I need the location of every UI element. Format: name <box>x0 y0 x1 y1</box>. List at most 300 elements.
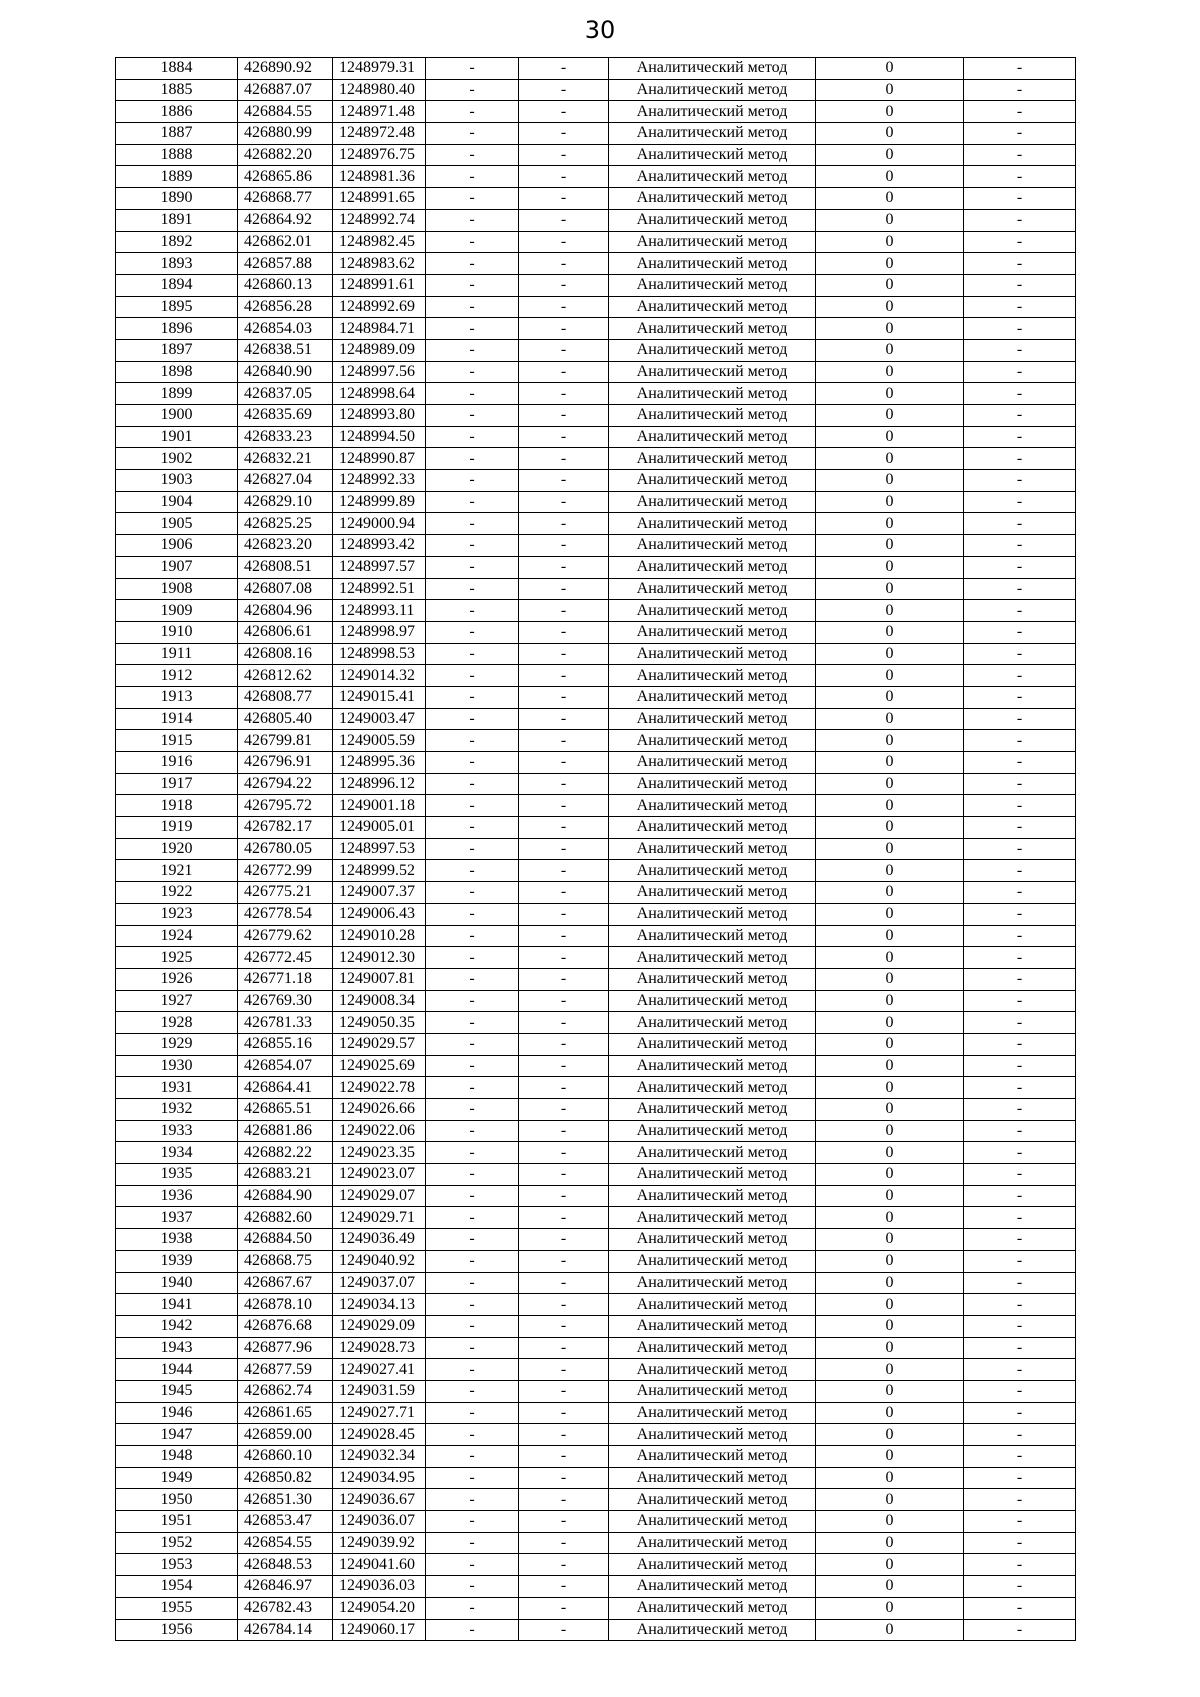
y-coordinate-cell: 1249036.07 <box>333 1511 426 1533</box>
method-cell: Аналитический метод <box>609 1315 816 1337</box>
dash-cell: - <box>519 730 609 752</box>
method-cell: Аналитический метод <box>609 123 816 145</box>
table-row <box>116 903 1076 925</box>
x-coordinate-cell: 426865.86 <box>238 166 333 188</box>
table-row <box>116 600 1076 622</box>
value-cell: 0 <box>816 123 964 145</box>
point-number-cell: 1887 <box>116 123 238 145</box>
dash-cell: - <box>426 1250 519 1272</box>
dash-cell: - <box>519 1055 609 1077</box>
y-coordinate-cell: 1249023.07 <box>333 1164 426 1186</box>
method-cell: Аналитический метод <box>609 578 816 600</box>
value-cell: 0 <box>816 1012 964 1034</box>
method-cell: Аналитический метод <box>609 1511 816 1533</box>
point-number-cell: 1911 <box>116 643 238 665</box>
dash-cell: - <box>964 426 1076 448</box>
dash-cell: - <box>426 925 519 947</box>
x-coordinate-cell: 426779.62 <box>238 925 333 947</box>
dash-cell: - <box>519 708 609 730</box>
point-number-cell: 1891 <box>116 209 238 231</box>
x-coordinate-cell: 426850.82 <box>238 1467 333 1489</box>
value-cell: 0 <box>816 1099 964 1121</box>
table-row <box>116 795 1076 817</box>
dash-cell: - <box>426 1142 519 1164</box>
dash-cell: - <box>964 231 1076 253</box>
y-coordinate-cell: 1249005.01 <box>333 817 426 839</box>
dash-cell: - <box>519 556 609 578</box>
method-cell: Аналитический метод <box>609 752 816 774</box>
y-coordinate-cell: 1248997.57 <box>333 556 426 578</box>
value-cell: 0 <box>816 817 964 839</box>
method-cell: Аналитический метод <box>609 1033 816 1055</box>
dash-cell: - <box>426 231 519 253</box>
dash-cell: - <box>964 535 1076 557</box>
dash-cell: - <box>519 188 609 210</box>
method-cell: Аналитический метод <box>609 556 816 578</box>
method-cell: Аналитический метод <box>609 318 816 340</box>
method-cell: Аналитический метод <box>609 925 816 947</box>
dash-cell: - <box>519 968 609 990</box>
y-coordinate-cell: 1249027.71 <box>333 1402 426 1424</box>
x-coordinate-cell: 426884.90 <box>238 1185 333 1207</box>
dash-cell: - <box>964 1099 1076 1121</box>
dash-cell: - <box>519 1315 609 1337</box>
dash-cell: - <box>426 1164 519 1186</box>
table-row <box>116 1619 1076 1641</box>
dash-cell: - <box>964 1207 1076 1229</box>
x-coordinate-cell: 426799.81 <box>238 730 333 752</box>
dash-cell: - <box>519 1337 609 1359</box>
value-cell: 0 <box>816 426 964 448</box>
table-row <box>116 1576 1076 1598</box>
dash-cell: - <box>426 752 519 774</box>
table-row <box>116 1272 1076 1294</box>
point-number-cell: 1915 <box>116 730 238 752</box>
x-coordinate-cell: 426825.25 <box>238 513 333 535</box>
method-cell: Аналитический метод <box>609 470 816 492</box>
dash-cell: - <box>519 903 609 925</box>
x-coordinate-cell: 426832.21 <box>238 448 333 470</box>
y-coordinate-cell: 1248971.48 <box>333 101 426 123</box>
table-row <box>116 621 1076 643</box>
point-number-cell: 1909 <box>116 600 238 622</box>
method-cell: Аналитический метод <box>609 1402 816 1424</box>
point-number-cell: 1897 <box>116 339 238 361</box>
dash-cell: - <box>519 860 609 882</box>
point-number-cell: 1947 <box>116 1424 238 1446</box>
dash-cell: - <box>964 253 1076 275</box>
dash-cell: - <box>426 1033 519 1055</box>
dash-cell: - <box>964 882 1076 904</box>
dash-cell: - <box>964 990 1076 1012</box>
point-number-cell: 1949 <box>116 1467 238 1489</box>
dash-cell: - <box>426 1185 519 1207</box>
dash-cell: - <box>426 318 519 340</box>
table-row <box>116 990 1076 1012</box>
dash-cell: - <box>426 188 519 210</box>
dash-cell: - <box>426 1099 519 1121</box>
x-coordinate-cell: 426784.14 <box>238 1619 333 1641</box>
dash-cell: - <box>964 708 1076 730</box>
method-cell: Аналитический метод <box>609 426 816 448</box>
dash-cell: - <box>964 491 1076 513</box>
x-coordinate-cell: 426769.30 <box>238 990 333 1012</box>
dash-cell: - <box>519 1424 609 1446</box>
dash-cell: - <box>426 556 519 578</box>
y-coordinate-cell: 1249006.43 <box>333 903 426 925</box>
point-number-cell: 1925 <box>116 947 238 969</box>
dash-cell: - <box>519 1142 609 1164</box>
y-coordinate-cell: 1248998.97 <box>333 621 426 643</box>
x-coordinate-cell: 426846.97 <box>238 1576 333 1598</box>
dash-cell: - <box>519 274 609 296</box>
table-row <box>116 1597 1076 1619</box>
value-cell: 0 <box>816 296 964 318</box>
value-cell: 0 <box>816 621 964 643</box>
coordinates-table <box>115 57 1076 1641</box>
table-row <box>116 1164 1076 1186</box>
dash-cell: - <box>964 339 1076 361</box>
y-coordinate-cell: 1248976.75 <box>333 144 426 166</box>
table-row <box>116 925 1076 947</box>
method-cell: Аналитический метод <box>609 643 816 665</box>
dash-cell: - <box>426 1489 519 1511</box>
point-number-cell: 1940 <box>116 1272 238 1294</box>
table-row <box>116 860 1076 882</box>
table-row <box>116 947 1076 969</box>
dash-cell: - <box>519 925 609 947</box>
x-coordinate-cell: 426864.92 <box>238 209 333 231</box>
dash-cell: - <box>964 1315 1076 1337</box>
value-cell: 0 <box>816 1033 964 1055</box>
dash-cell: - <box>519 1077 609 1099</box>
point-number-cell: 1952 <box>116 1532 238 1554</box>
method-cell: Аналитический метод <box>609 383 816 405</box>
value-cell: 0 <box>816 1424 964 1446</box>
dash-cell: - <box>426 1012 519 1034</box>
y-coordinate-cell: 1249060.17 <box>333 1619 426 1641</box>
y-coordinate-cell: 1248993.11 <box>333 600 426 622</box>
dash-cell: - <box>426 773 519 795</box>
dash-cell: - <box>519 1294 609 1316</box>
dash-cell: - <box>426 643 519 665</box>
table-row <box>116 123 1076 145</box>
point-number-cell: 1921 <box>116 860 238 882</box>
value-cell: 0 <box>816 1619 964 1641</box>
dash-cell: - <box>426 730 519 752</box>
dash-cell: - <box>426 1055 519 1077</box>
method-cell: Аналитический метод <box>609 513 816 535</box>
dash-cell: - <box>426 144 519 166</box>
y-coordinate-cell: 1249054.20 <box>333 1597 426 1619</box>
x-coordinate-cell: 426862.74 <box>238 1380 333 1402</box>
table-row <box>116 1012 1076 1034</box>
x-coordinate-cell: 426865.51 <box>238 1099 333 1121</box>
method-cell: Аналитический метод <box>609 1597 816 1619</box>
dash-cell: - <box>964 621 1076 643</box>
dash-cell: - <box>964 1272 1076 1294</box>
dash-cell: - <box>964 1576 1076 1598</box>
table-row <box>116 838 1076 860</box>
table-row <box>116 209 1076 231</box>
y-coordinate-cell: 1248998.53 <box>333 643 426 665</box>
value-cell: 0 <box>816 730 964 752</box>
dash-cell: - <box>426 1077 519 1099</box>
point-number-cell: 1910 <box>116 621 238 643</box>
x-coordinate-cell: 426778.54 <box>238 903 333 925</box>
dash-cell: - <box>964 1012 1076 1034</box>
value-cell: 0 <box>816 448 964 470</box>
value-cell: 0 <box>816 209 964 231</box>
value-cell: 0 <box>816 1576 964 1598</box>
x-coordinate-cell: 426876.68 <box>238 1315 333 1337</box>
value-cell: 0 <box>816 990 964 1012</box>
dash-cell: - <box>519 1185 609 1207</box>
value-cell: 0 <box>816 1446 964 1468</box>
point-number-cell: 1948 <box>116 1446 238 1468</box>
method-cell: Аналитический метод <box>609 1619 816 1641</box>
point-number-cell: 1894 <box>116 274 238 296</box>
point-number-cell: 1907 <box>116 556 238 578</box>
table-row <box>116 1055 1076 1077</box>
point-number-cell: 1888 <box>116 144 238 166</box>
dash-cell: - <box>964 1055 1076 1077</box>
table-row <box>116 274 1076 296</box>
x-coordinate-cell: 426883.21 <box>238 1164 333 1186</box>
table-row <box>116 556 1076 578</box>
x-coordinate-cell: 426877.96 <box>238 1337 333 1359</box>
table-row <box>116 1402 1076 1424</box>
method-cell: Аналитический метод <box>609 1359 816 1381</box>
x-coordinate-cell: 426861.65 <box>238 1402 333 1424</box>
point-number-cell: 1922 <box>116 882 238 904</box>
dash-cell: - <box>964 1532 1076 1554</box>
method-cell: Аналитический метод <box>609 209 816 231</box>
point-number-cell: 1902 <box>116 448 238 470</box>
table-row <box>116 1467 1076 1489</box>
method-cell: Аналитический метод <box>609 1120 816 1142</box>
method-cell: Аналитический метод <box>609 990 816 1012</box>
y-coordinate-cell: 1248981.36 <box>333 166 426 188</box>
value-cell: 0 <box>816 1402 964 1424</box>
table-row <box>116 968 1076 990</box>
value-cell: 0 <box>816 383 964 405</box>
y-coordinate-cell: 1249041.60 <box>333 1554 426 1576</box>
x-coordinate-cell: 426864.41 <box>238 1077 333 1099</box>
dash-cell: - <box>426 1424 519 1446</box>
point-number-cell: 1951 <box>116 1511 238 1533</box>
x-coordinate-cell: 426854.55 <box>238 1532 333 1554</box>
dash-cell: - <box>519 231 609 253</box>
method-cell: Аналитический метод <box>609 1207 816 1229</box>
y-coordinate-cell: 1249000.94 <box>333 513 426 535</box>
x-coordinate-cell: 426827.04 <box>238 470 333 492</box>
table-row <box>116 1511 1076 1533</box>
y-coordinate-cell: 1248979.31 <box>333 58 426 80</box>
dash-cell: - <box>519 600 609 622</box>
value-cell: 0 <box>816 947 964 969</box>
x-coordinate-cell: 426837.05 <box>238 383 333 405</box>
value-cell: 0 <box>816 405 964 427</box>
dash-cell: - <box>964 643 1076 665</box>
dash-cell: - <box>519 752 609 774</box>
dash-cell: - <box>964 730 1076 752</box>
x-coordinate-cell: 426772.99 <box>238 860 333 882</box>
table-row <box>116 253 1076 275</box>
dash-cell: - <box>964 1229 1076 1251</box>
dash-cell: - <box>964 968 1076 990</box>
dash-cell: - <box>426 1467 519 1489</box>
dash-cell: - <box>426 339 519 361</box>
table-row <box>116 1099 1076 1121</box>
dash-cell: - <box>519 1554 609 1576</box>
y-coordinate-cell: 1249050.35 <box>333 1012 426 1034</box>
value-cell: 0 <box>816 361 964 383</box>
point-number-cell: 1929 <box>116 1033 238 1055</box>
x-coordinate-cell: 426775.21 <box>238 882 333 904</box>
dash-cell: - <box>519 318 609 340</box>
method-cell: Аналитический метод <box>609 535 816 557</box>
dash-cell: - <box>426 1207 519 1229</box>
x-coordinate-cell: 426882.22 <box>238 1142 333 1164</box>
value-cell: 0 <box>816 925 964 947</box>
method-cell: Аналитический метод <box>609 188 816 210</box>
y-coordinate-cell: 1248990.87 <box>333 448 426 470</box>
x-coordinate-cell: 426882.20 <box>238 144 333 166</box>
value-cell: 0 <box>816 1359 964 1381</box>
x-coordinate-cell: 426823.20 <box>238 535 333 557</box>
value-cell: 0 <box>816 882 964 904</box>
dash-cell: - <box>964 513 1076 535</box>
y-coordinate-cell: 1249034.95 <box>333 1467 426 1489</box>
value-cell: 0 <box>816 773 964 795</box>
dash-cell: - <box>964 318 1076 340</box>
table-row <box>116 166 1076 188</box>
dash-cell: - <box>426 1511 519 1533</box>
table-row <box>116 383 1076 405</box>
dash-cell: - <box>426 990 519 1012</box>
table-row <box>116 708 1076 730</box>
dash-cell: - <box>964 1250 1076 1272</box>
x-coordinate-cell: 426812.62 <box>238 665 333 687</box>
dash-cell: - <box>964 383 1076 405</box>
method-cell: Аналитический метод <box>609 730 816 752</box>
dash-cell: - <box>964 578 1076 600</box>
dash-cell: - <box>964 1619 1076 1641</box>
dash-cell: - <box>519 1380 609 1402</box>
point-number-cell: 1956 <box>116 1619 238 1641</box>
value-cell: 0 <box>816 79 964 101</box>
y-coordinate-cell: 1249003.47 <box>333 708 426 730</box>
value-cell: 0 <box>816 274 964 296</box>
x-coordinate-cell: 426829.10 <box>238 491 333 513</box>
dash-cell: - <box>426 361 519 383</box>
dash-cell: - <box>519 1402 609 1424</box>
table-row <box>116 1554 1076 1576</box>
y-coordinate-cell: 1249029.09 <box>333 1315 426 1337</box>
x-coordinate-cell: 426884.50 <box>238 1229 333 1251</box>
y-coordinate-cell: 1249005.59 <box>333 730 426 752</box>
x-coordinate-cell: 426855.16 <box>238 1033 333 1055</box>
dash-cell: - <box>519 1229 609 1251</box>
dash-cell: - <box>519 144 609 166</box>
dash-cell: - <box>519 817 609 839</box>
dash-cell: - <box>426 405 519 427</box>
dash-cell: - <box>964 600 1076 622</box>
point-number-cell: 1905 <box>116 513 238 535</box>
x-coordinate-cell: 426795.72 <box>238 795 333 817</box>
dash-cell: - <box>426 1380 519 1402</box>
point-number-cell: 1903 <box>116 470 238 492</box>
method-cell: Аналитический метод <box>609 773 816 795</box>
value-cell: 0 <box>816 318 964 340</box>
x-coordinate-cell: 426862.01 <box>238 231 333 253</box>
dash-cell: - <box>519 643 609 665</box>
method-cell: Аналитический метод <box>609 1380 816 1402</box>
y-coordinate-cell: 1249034.13 <box>333 1294 426 1316</box>
dash-cell: - <box>964 1467 1076 1489</box>
value-cell: 0 <box>816 188 964 210</box>
dash-cell: - <box>519 101 609 123</box>
y-coordinate-cell: 1249031.59 <box>333 1380 426 1402</box>
dash-cell: - <box>964 1554 1076 1576</box>
dash-cell: - <box>964 752 1076 774</box>
y-coordinate-cell: 1249025.69 <box>333 1055 426 1077</box>
point-number-cell: 1901 <box>116 426 238 448</box>
y-coordinate-cell: 1249010.28 <box>333 925 426 947</box>
value-cell: 0 <box>816 1597 964 1619</box>
dash-cell: - <box>519 838 609 860</box>
table-row <box>116 79 1076 101</box>
dash-cell: - <box>426 817 519 839</box>
table-row <box>116 1424 1076 1446</box>
point-number-cell: 1939 <box>116 1250 238 1272</box>
y-coordinate-cell: 1249012.30 <box>333 947 426 969</box>
dash-cell: - <box>426 513 519 535</box>
method-cell: Аналитический метод <box>609 1532 816 1554</box>
table-row <box>116 296 1076 318</box>
table-row <box>116 1185 1076 1207</box>
dash-cell: - <box>964 79 1076 101</box>
dash-cell: - <box>519 361 609 383</box>
dash-cell: - <box>426 101 519 123</box>
dash-cell: - <box>964 1359 1076 1381</box>
value-cell: 0 <box>816 600 964 622</box>
dash-cell: - <box>964 1402 1076 1424</box>
dash-cell: - <box>426 1619 519 1641</box>
method-cell: Аналитический метод <box>609 101 816 123</box>
method-cell: Аналитический метод <box>609 686 816 708</box>
dash-cell: - <box>964 817 1076 839</box>
dash-cell: - <box>519 253 609 275</box>
y-coordinate-cell: 1249007.37 <box>333 882 426 904</box>
y-coordinate-cell: 1249037.07 <box>333 1272 426 1294</box>
table-row <box>116 817 1076 839</box>
dash-cell: - <box>519 1164 609 1186</box>
x-coordinate-cell: 426780.05 <box>238 838 333 860</box>
method-cell: Аналитический метод <box>609 1250 816 1272</box>
point-number-cell: 1906 <box>116 535 238 557</box>
point-number-cell: 1953 <box>116 1554 238 1576</box>
dash-cell: - <box>426 296 519 318</box>
dash-cell: - <box>964 795 1076 817</box>
x-coordinate-cell: 426808.51 <box>238 556 333 578</box>
method-cell: Аналитический метод <box>609 1185 816 1207</box>
dash-cell: - <box>519 405 609 427</box>
table-row <box>116 535 1076 557</box>
dash-cell: - <box>964 166 1076 188</box>
dash-cell: - <box>964 361 1076 383</box>
